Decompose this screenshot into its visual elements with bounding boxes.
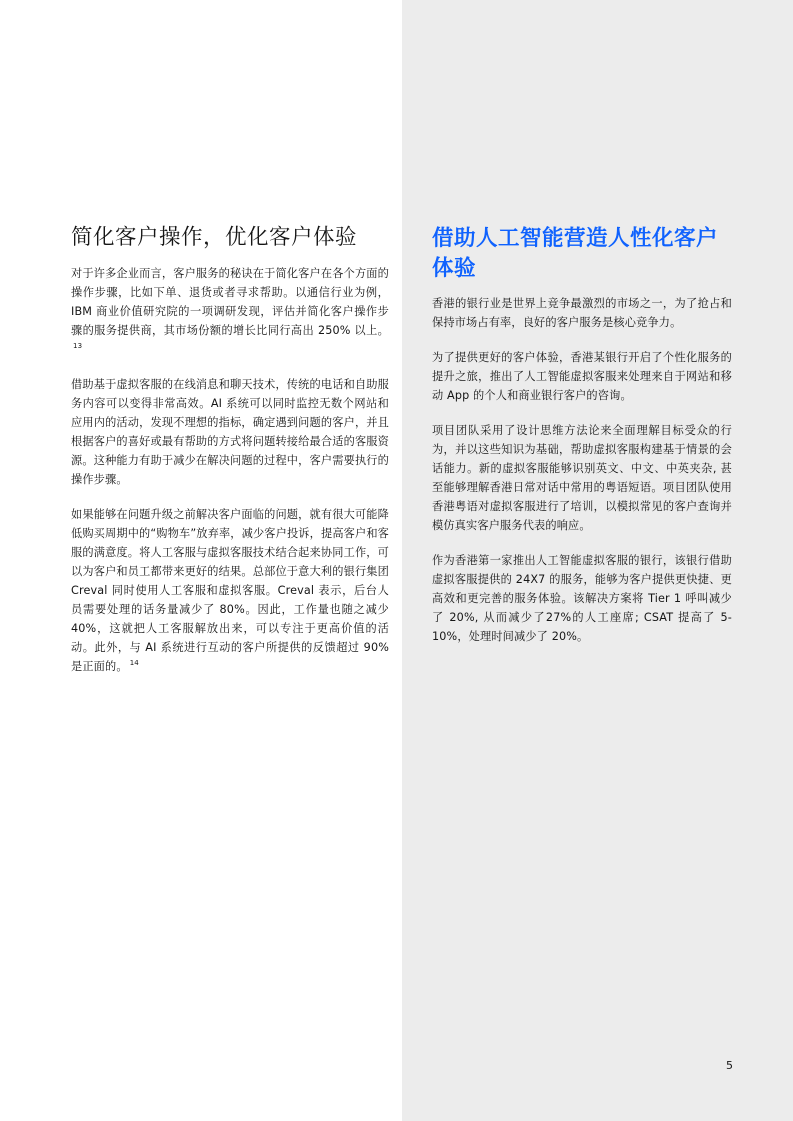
footnote-ref[interactable]: 13 [73,342,83,350]
paragraph: 为了提供更好的客户体验，香港某银行开启了个性化服务的提升之旅，推出了人工智能虚拟客服来处理来自于网站和移动 App 的个人和商业银行客户的咨询。 [432,351,732,402]
page-number: 5 [726,1059,733,1072]
case-study-heading: 借助人工智能营造人性化客户体验 [432,226,719,281]
paragraph: 作为香港第一家推出人工智能虚拟客服的银行，该银行借助虚拟客服提供的 24X7 的服务，能够为客户提供更快捷、更高效和更完善的服务体验。该解决方案将 Tier 1 呼叫减少了 20%, 从而减少了27%的人工座席; CSAT 提高了 5-10%，处理时间减少了 20%。 [432,554,732,643]
section-heading: 简化客户操作，优化客户体验 [71,225,358,250]
paragraph: 借助基于虚拟客服的在线消息和聊天技术，传统的电话和自助服务内容可以变得非常高效。AI 系统可以同时监控无数个网站和应用内的活动，发现不理想的指标，确定遇到问题的客户，并且根据客户的喜好或最有帮助的方式将问题转接给最合适的客服资源。这种能力有助于减少在解决问题的过程中，客户需要执行的操作步骤。 [71,378,389,486]
paragraph: 对于许多企业而言，客户服务的秘诀在于简化客户在各个方面的操作步骤，比如下单、退货或者寻求帮助。以通信行业为例，IBM 商业价值研究院的一项调研发现，评估并简化客户操作步骤的服务提供商，其市场份额的增长比同行高出 250% 以上。$^{13}$ [71,267,389,350]
paragraph: 如果能够在问题升级之前解决客户面临的问题，就有很大可能降低购买周期中的“购物车”放弃率，减少客户投诉，提高客户和客服的满意度。将人工客服与虚拟客服技术结合起来协同工作，可以为客户和员工都带来更好的结果。总部位于意大利的银行集团 Creval 同时使用人工客服和虚拟客服。Creval 表示，后台人员需要处理的话务量减少了 80%。因此，工作量也随之减少 40%，这就把人工客服解放出来，可以专注于更高价值的活动。此外，与 AI 系统进行互动的客户所提供的反馈超过 90% 是正面的。 $^{14}$ [71,508,390,673]
paragraph: 香港的银行业是世界上竞争最激烈的市场之一，为了抢占和保持市场占有率，良好的客户服务是核心竞争力。 [432,297,732,329]
right-column [432,224,732,662]
left-column [71,224,389,692]
footnote-ref[interactable]: 14 [129,659,139,667]
paragraph: 项目团队采用了设计思维方法论来全面理解目标受众的行为，并以这些知识为基础，帮助虚拟客服构建基于情景的会话能力。新的虚拟客服能够识别英文、中文、中英夹杂, 甚至能够理解香港日常对话中常用的粤语短语。项目团队使用香港粤语对虚拟客服进行了培训，以模拟常见的客户查询并模仿真实客户服务代表的响应。 [432,424,732,532]
